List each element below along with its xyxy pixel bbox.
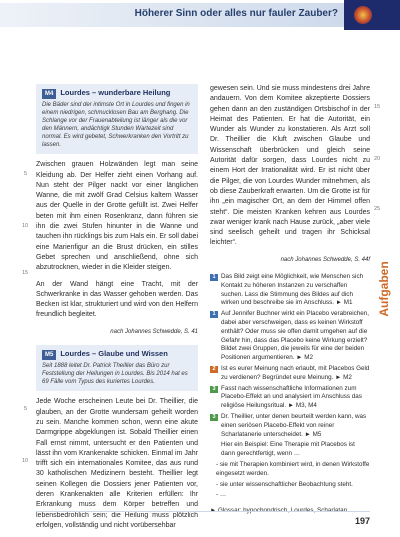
task-number: 1 xyxy=(210,311,218,318)
task-subitem: - sie mit Therapien kombiniert wird, in denen Wirkstoffe eingesetzt werden. xyxy=(216,460,370,477)
m4-infobox xyxy=(36,84,198,154)
running-title: Höherer Sinn oder alles nur fauler Zauber? xyxy=(134,8,338,19)
task-number: 2 xyxy=(210,366,218,373)
m5-title: Lourdes – Glaube und Wissen xyxy=(60,349,168,359)
m4-body-2: An der Wand hängt eine Tracht, mit der Schwerkranke in das Wasser gehoben werden. Das Becken ist klar, strukturiert und wird von den Helfern freundlich begleitet. xyxy=(36,280,198,319)
line-number: 5 xyxy=(24,406,28,412)
page-number: 197 xyxy=(354,516,370,526)
task-number: 3 xyxy=(210,414,218,421)
line-number: 25 xyxy=(374,206,381,212)
aufgaben-side-tab xyxy=(376,230,396,350)
task-item: 3 Fasst nach wissenschaftliche Informationen zum Placebo-Effekt an und analysiert im Anschluss das religiöse Heilungsritual. ► M3, M4 xyxy=(210,385,370,411)
line-number: 10 xyxy=(22,458,29,464)
task-item: 2 Ist es eurer Meinung nach erlaubt, mit Placebos Geld zu verdienen? Begründet eure Meinung. ► M2 xyxy=(210,365,370,383)
m5-body: Jede Woche erscheinen Leute bei Dr. Theillier, die glauben, an der Grotte wundersam geheilt worden zu sein. Manche kommen schon, wenn eine akute Darmgrippe abgeklungen ist. Sobald Theillier einen Fall ernst nimmt, untersucht er den Patienten und lässt ihn vom Krankenakte schicken. Einmal im Jahr trifft sich ein internationales Komitee, das aus rund 30 katholischen Medizinern besteht. Theillier legt seinen Kollegen die Dossiers jener Patienten vor, deren Krankenakten alle Kriterien erfüllen: Ihr Erkrankung muss dem Körper betreffen und lebensbedrohlich sein; die Heilung muss plötzlich erfolgen, vollständig und nicht vorübersehbar xyxy=(36,398,198,529)
line-number: 15 xyxy=(374,104,381,110)
m5-continued: gewesen sein. Und sie muss mindestens drei Jahre andauern. Von dem Komitee akzeptierte Dossiers gehen dann an den zuständigen Ortsbischof in der Heimat des Patienten. Er hat die Autorität, ein Wunder als Wunder zu konstatieren. Als Arzt soll Dr. Theillier die Kluft zwischen Glaube und Wissenschaft überbrücken und gleich seine Autorität dafür sorgen, dass Lourdes nicht zu einem Hort der Irrationalität wird. Er ist nicht über die Pilger, die von Lourdes Wunder mitnehmen, als ob diese Zauberkraft erwarten. Um die Grotte ist für ihn „ein magischer Ort, an dem der Himmel offen steht“. Die meisten Kranken kehren aus Lourdes zwar weniger krank nach Hause zurück, „aber viele sind seelisch geheilt und tragen ihr Schicksal leichter“. xyxy=(210,85,370,247)
header-artwork xyxy=(344,0,400,30)
task-item: 3 Dr. Theillier, unter denen beurteilt werden kann, was einen seriösen Placebo-Effekt von reiner Scharlatanerie unterscheidet. ► M5 xyxy=(210,413,370,439)
m5-source: nach Johannes Schwedde, S. 44f xyxy=(280,256,370,263)
left-column xyxy=(36,84,198,537)
running-header xyxy=(0,0,400,30)
m4-tag: M4 xyxy=(42,89,56,99)
line-number: 20 xyxy=(374,156,381,162)
task-subitem: - sie unter wissenschaftlicher Beobachtung steht. xyxy=(216,480,353,488)
m5-tag: M5 xyxy=(42,350,56,360)
task-subitem: Hier ein Beispiel: Eine Therapie mit Placebos ist dann gerechtfertigt, wenn … xyxy=(221,441,355,458)
task-subitem: - … xyxy=(216,491,227,499)
side-tab-label: Aufgaben xyxy=(377,261,391,317)
m4-title: Lourdes – wunderbare Heilung xyxy=(60,88,171,97)
m4-heading xyxy=(42,88,192,99)
m4-intro: Die Bäder sind der intimste Ort in Lourdes und fingen in einem niedrigen, schmucklosen Bau am Berghang. Die Schlange vor der Frauenabteilung ist länger als die vor den Männern, andächtigk Stunden Wartezeit sind normal. Es wird gebetet, Schwerkranken den Vortritt zu lassen. xyxy=(42,102,190,149)
m5-intro: Seit 1888 leitet Dr. Patrick Theillier das Büro zur Feststellung der Heilungen in Lourdes. Bis 2014 hat es 69 Fälle vom Typus des kuriertes Lourdes. xyxy=(42,363,188,386)
task-number: 1 xyxy=(210,274,218,281)
task-number: 3 xyxy=(210,386,218,393)
line-number: 10 xyxy=(22,223,29,229)
task-list xyxy=(210,273,370,500)
footer-rule xyxy=(36,511,370,512)
task-item: 1 Das Bild zeigt eine Möglichkeit, wie Menschen sich Kontakt zu höheren Instanzen zu verschaffen suchen. Lass die Stimmung des Bildes auf dich wirken und beschreibe sie im Anschluss. ► M1 xyxy=(210,273,370,308)
line-number: 5 xyxy=(24,171,28,177)
task-item: 1 Auf Jennifer Buchner wirkt ein Placebo verabreichen, dabei aber verschweigen, dass es keinen Wirkstoff enthält? Oder muss sie offen damit umgehen auf die Gefahr hin, dass das Placebo keine Wirkung erzielt? Bildet zwei Gruppen, die jeweils für eine der beiden Positionen argumentieren. ► M2 xyxy=(210,310,370,363)
m5-infobox xyxy=(36,345,198,391)
m4-body: Zwischen grauen Holzwänden legt man seine Kleidung ab. Der Helfer zieht einen Vorhang auf. Nun steht der Pilger nackt vor einer länglichen Wanne, die mit zwölf Grad Celsius kaltem Wasser aus der Quelle in der Grotte gefüllt ist. Zwei Helfer beten mit ihm einen Rosenkranz, dann führen sie ihn die zwei Stufen hinunter in die Wanne und tauchen ihn rücklings bis zum Hals ein. Er soll dabei eine Marienfigur an die Brust drücken, ein stilles Gebet sprechen und anschließend, ohne sich abzutrocknen, wieder in die Kleider steigen. xyxy=(36,161,198,272)
right-column xyxy=(210,84,370,516)
m5-heading xyxy=(42,349,192,360)
line-number: 15 xyxy=(22,270,29,276)
m4-source: nach Johannes Schwedde, S. 41 xyxy=(110,328,198,335)
